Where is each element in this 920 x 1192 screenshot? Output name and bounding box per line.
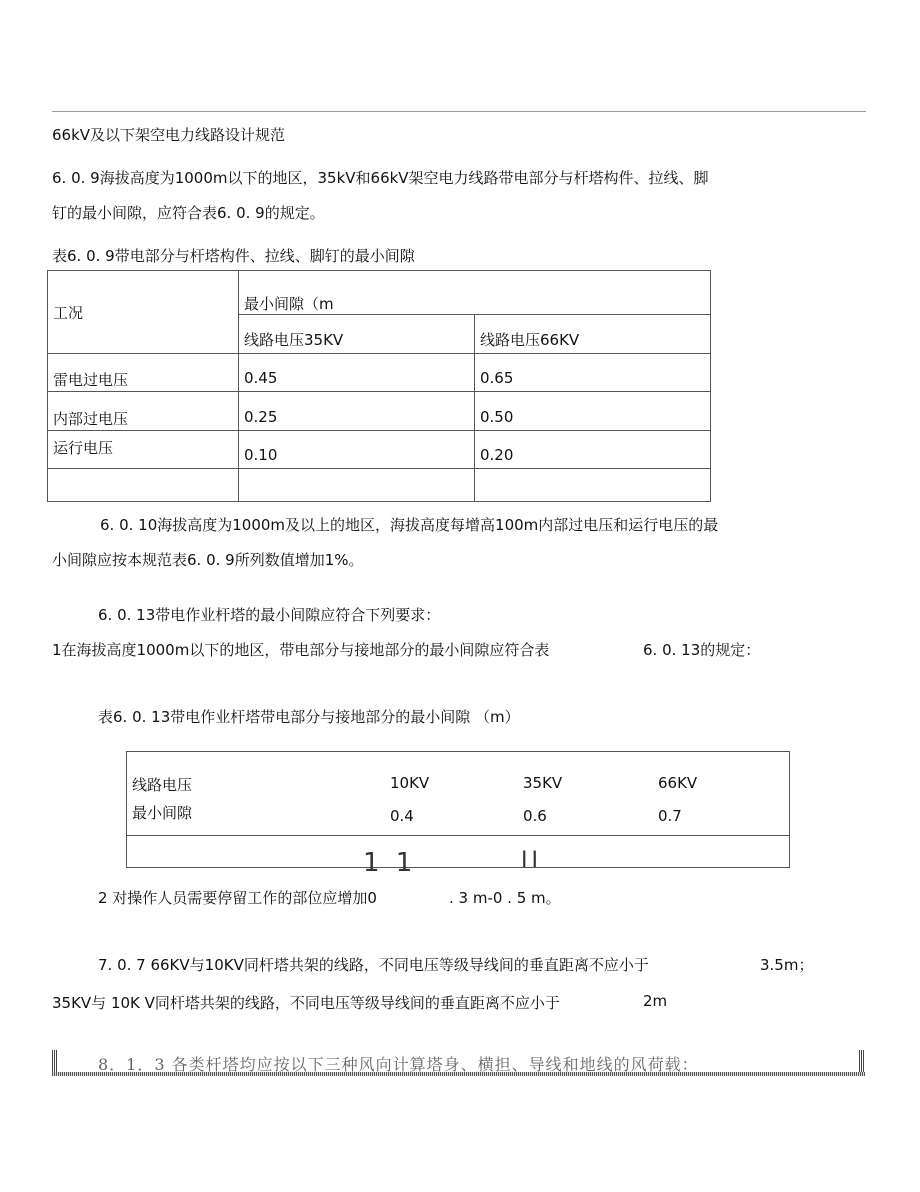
table1-row-label: 内部过电压 xyxy=(48,392,239,431)
table1-row-label: 运行电压 xyxy=(48,431,239,469)
document-title: 66kV及以下架空电力线路设计规范 xyxy=(52,126,286,144)
header-rule xyxy=(52,111,866,112)
table2 xyxy=(126,751,790,878)
footer-section-bar xyxy=(52,1050,865,1076)
scan-artifact-glyph: II xyxy=(521,848,542,873)
table1 xyxy=(47,270,711,502)
table1-col-66kv: 线路电压66KV xyxy=(475,315,711,354)
para-7-0-7-line2a: 35KV与 10K V同杆塔共架的线路，不同电压等级导线间的垂直距离不应小于 xyxy=(52,994,560,1012)
table2-voltage-35kv: 35KV xyxy=(523,774,563,792)
table2-gap-66kv: 0.7 xyxy=(658,807,682,825)
table2-voltage-66kv: 66KV xyxy=(658,774,698,792)
para-6-0-10-line2: 小间隙应按本规范表6. 0. 9所列数值增加1%。 xyxy=(52,551,364,569)
table1-empty-cell xyxy=(48,469,239,502)
para-7-0-7-line2b: 2m xyxy=(643,992,668,1010)
para-6-0-9-line1: 6. 0. 9海拔高度为1000m以下的地区，35kV和66kV架空电力线路带电部分与杆塔构件、拉线、脚 xyxy=(52,169,709,187)
table2-voltage-label: 线路电压 xyxy=(132,776,193,794)
table1-empty-cell xyxy=(239,469,475,502)
table1-caption: 表6. 0. 9带电部分与杆塔构件、拉线、脚钉的最小间隙 xyxy=(52,247,415,265)
table1-row-label: 雷电过电压 xyxy=(48,354,239,392)
table2-gap-label: 最小间隙 xyxy=(132,804,193,822)
table1-cell: 0.65 xyxy=(475,354,711,392)
para-6-0-10-line1: 6. 0. 10海拔高度为1000m及以上的地区，海拔高度每增高100m内部过电压和运行电压的最 xyxy=(100,516,719,534)
table2-divider xyxy=(127,835,789,836)
footer-section-text: 8．1．3 各类杆塔均应按以下三种风向计算塔身、横担、导线和地线的风荷载： xyxy=(98,1055,699,1074)
table1-gap-header: 最小间隙（m xyxy=(239,271,711,315)
table1-cell: 0.25 xyxy=(239,392,475,431)
table2-caption: 表6. 0. 13带电作业杆塔带电部分与接地部分的最小间隙 （m） xyxy=(98,708,520,726)
para-operator-part1: 2 对操作人员需要停留工作的部位应增加0 xyxy=(98,889,377,907)
para-7-0-7-line1a: 7. 0. 7 66KV与10KV同杆塔共架的线路，不同电压等级导线间的垂直距离不应小于 xyxy=(98,956,649,974)
table2-voltage-10kv: 10KV xyxy=(390,774,430,792)
para-6-0-13-line2a: 1在海拔高度1000m以下的地区，带电部分与接地部分的最小间隙应符合表 xyxy=(52,641,550,659)
para-operator-part2: . 3 m-0 . 5 m。 xyxy=(449,889,561,907)
bar-edge-left xyxy=(52,1050,58,1074)
table2-gap-10kv: 0.4 xyxy=(390,807,414,825)
table1-condition-header: 工况 xyxy=(48,271,239,354)
para-7-0-7-line1b: 3.5m； xyxy=(760,956,814,974)
bar-edge-right xyxy=(859,1050,865,1074)
table2-gap-35kv: 0.6 xyxy=(523,807,547,825)
table1-empty-cell xyxy=(475,469,711,502)
table1-cell: 0.20 xyxy=(475,431,711,469)
table1-col-35kv: 线路电压35KV xyxy=(239,315,475,354)
scan-artifact-glyph: 1 1 xyxy=(363,848,417,878)
para-6-0-13-line1: 6. 0. 13带电作业杆塔的最小间隙应符合下列要求： xyxy=(98,606,441,624)
table1-cell: 0.45 xyxy=(239,354,475,392)
para-6-0-13-line2b: 6. 0. 13的规定： xyxy=(643,641,761,659)
table1-cell: 0.10 xyxy=(239,431,475,469)
table1-cell: 0.50 xyxy=(475,392,711,431)
para-6-0-9-line2: 钉的最小间隙，应符合表6. 0. 9的规定。 xyxy=(52,204,325,222)
